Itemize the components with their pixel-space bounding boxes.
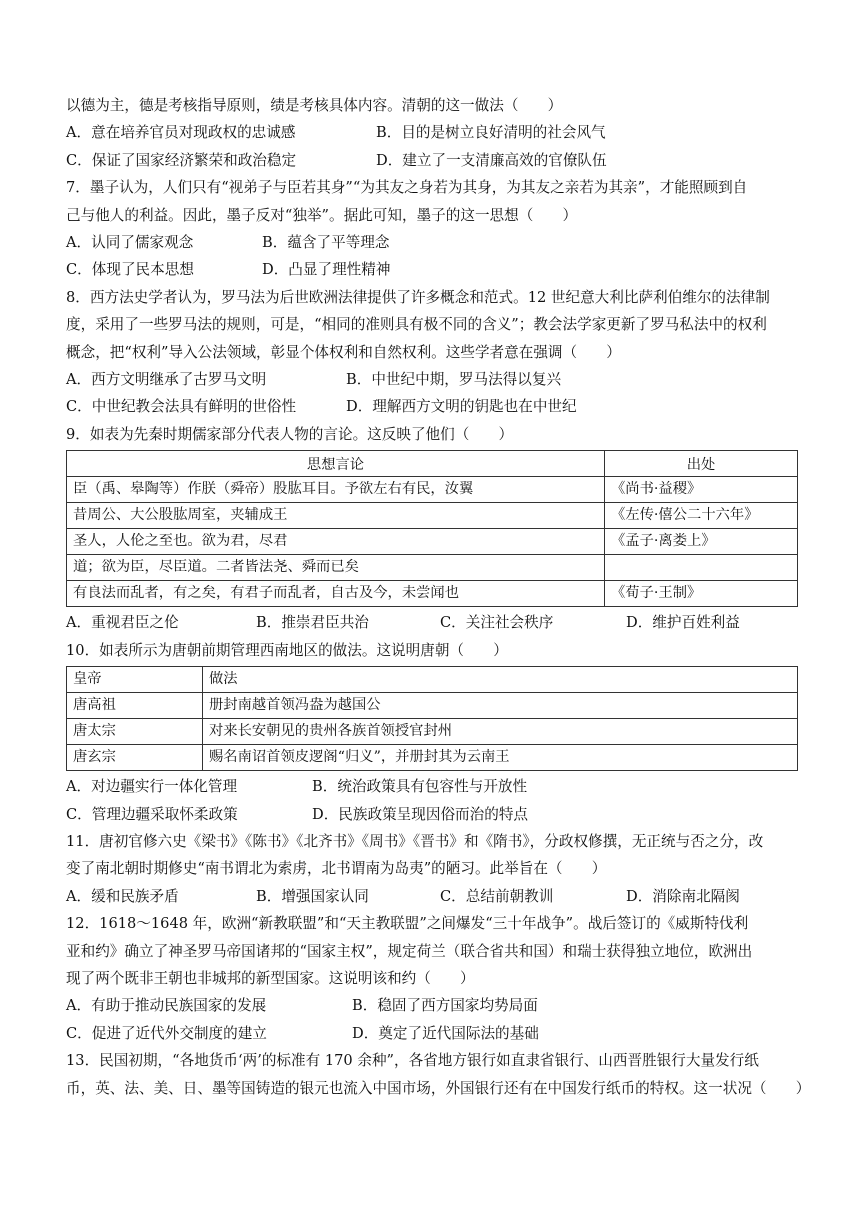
question-9-table xyxy=(66,450,798,607)
question-9-options xyxy=(66,609,798,636)
option-d[interactable]: D．民族政策呈现因俗而治的特点 xyxy=(312,805,529,823)
option-c[interactable]: C．总结前朝教训 xyxy=(440,887,554,905)
table-cell: 唐太宗 xyxy=(67,719,203,745)
table-cell: 唐高祖 xyxy=(67,693,203,719)
table-row xyxy=(67,719,798,745)
question-6-stem-tail: 以德为主，德是考核指导原则，绩是考核具体内容。清朝的这一做法（ ） xyxy=(66,97,563,114)
question-10-options-row-2 xyxy=(66,801,798,828)
table-cell: 《尚书·益稷》 xyxy=(605,477,798,503)
table-cell: 道；欲为臣，尽臣道。二者皆法尧、舜而已矣 xyxy=(67,555,605,581)
question-8-stem-line-3: 概念，把“权利”导入公法领域，彰显个体权利和自然权利。这些学者意在强调（ ） xyxy=(66,343,621,361)
option-c[interactable]: C．体现了民本思想 xyxy=(66,261,194,279)
question-12-options-row-2 xyxy=(66,1020,798,1047)
option-a[interactable]: A．意在培养官员对现政权的忠诚感 xyxy=(66,124,296,142)
option-d[interactable]: D．理解西方文明的钥匙也在中世纪 xyxy=(346,398,577,416)
option-a[interactable]: A．对边疆实行一体化管理 xyxy=(66,778,238,796)
option-a[interactable]: A．重视君臣之伦 xyxy=(66,614,179,632)
table-row xyxy=(67,555,798,581)
option-b[interactable]: B．蕴含了平等理念 xyxy=(262,234,390,252)
option-c[interactable]: C．管理边疆采取怀柔政策 xyxy=(66,805,238,823)
exam-page xyxy=(66,92,811,1102)
table-header-cell: 皇帝 xyxy=(67,667,203,693)
option-b[interactable]: B．增强国家认同 xyxy=(256,887,369,905)
question-11-options xyxy=(66,883,798,910)
question-13-stem-line-1: 13．民国初期，“各地货币‘两’的标准有 170 余种”，各省地方银行如直隶省银行、山西晋胜银行大量发行纸 xyxy=(66,1052,759,1070)
question-7-options-row-1 xyxy=(66,229,798,256)
table-cell: 昔周公、大公股肱周室，夹辅成王 xyxy=(67,503,605,529)
option-a[interactable]: A．西方文明继承了古罗马文明 xyxy=(66,371,267,389)
table-cell: 对来长安朝见的贵州各族首领授官封州 xyxy=(203,719,798,745)
question-12-stem-line-2: 亚和约》确立了神圣罗马帝国诸邦的“国家主权”，规定荷兰（联合省共和国）和瑞士获得独立地位，欧洲出 xyxy=(66,942,753,960)
table-cell: 唐玄宗 xyxy=(67,745,203,771)
option-a[interactable]: A．认同了儒家观念 xyxy=(66,234,194,252)
option-d[interactable]: D．消除南北隔阂 xyxy=(626,887,740,905)
question-10-options-row-1 xyxy=(66,773,798,800)
question-8-options-row-2 xyxy=(66,393,798,420)
option-c[interactable]: C．促进了近代外交制度的建立 xyxy=(66,1024,267,1042)
option-c[interactable]: C．关注社会秩序 xyxy=(440,614,554,632)
question-12-options-row-1 xyxy=(66,992,798,1019)
option-d[interactable]: D．建立了一支清廉高效的官僚队伍 xyxy=(376,151,607,169)
table-row xyxy=(67,477,798,503)
option-c[interactable]: C．中世纪教会法具有鲜明的世俗性 xyxy=(66,398,297,416)
question-9-stem: 9．如表为先秦时期儒家部分代表人物的言论。这反映了他们（ ） xyxy=(66,425,514,443)
table-row xyxy=(67,503,798,529)
option-c[interactable]: C．保证了国家经济繁荣和政治稳定 xyxy=(66,151,297,169)
option-b[interactable]: B．推崇君臣共治 xyxy=(256,614,369,632)
question-7-stem-line-2: 己与他人的利益。因此，墨子反对“独举”。据此可知，墨子的这一思想（ ） xyxy=(66,206,578,224)
table-cell: 册封南越首领冯盎为越国公 xyxy=(203,693,798,719)
option-d[interactable]: D．奠定了近代国际法的基础 xyxy=(352,1024,539,1042)
option-a[interactable]: A．有助于推动民族国家的发展 xyxy=(66,997,267,1015)
question-10-table xyxy=(66,666,798,771)
question-6-options-row-1 xyxy=(66,119,798,146)
table-cell: 《荀子·王制》 xyxy=(605,581,798,607)
table-cell xyxy=(605,555,798,581)
option-d[interactable]: D．维护百姓利益 xyxy=(626,614,740,632)
option-b[interactable]: B．中世纪中期，罗马法得以复兴 xyxy=(346,371,562,389)
table-cell: 《左传·僖公二十六年》 xyxy=(605,503,798,529)
question-13-stem-line-2: 币，英、法、美、日、墨等国铸造的银元也流入中国市场，外国银行还有在中国发行纸币的特权。这一状况（ ） xyxy=(66,1079,811,1097)
table-header-cell: 做法 xyxy=(203,667,798,693)
question-8-stem-line-2: 度，采用了一些罗马法的规则，可是，“相同的准则具有极不同的含义”；教会法学家更新了罗马私法中的权利 xyxy=(66,316,767,334)
table-cell: 有良法而乱者，有之矣，有君子而乱者，自古及今，未尝闻也 xyxy=(67,581,605,607)
question-8-stem-line-1: 8．西方法史学者认为，罗马法为后世欧洲法律提供了许多概念和范式。12 世纪意大利比萨利伯维尔的法律制 xyxy=(66,288,770,306)
question-7-stem-line-1: 7．墨子认为，人们只有“视弟子与臣若其身”“为其友之身若为其身，为其友之亲若为其亲”，才能照顾到自 xyxy=(66,179,748,197)
table-header-cell: 出处 xyxy=(605,451,798,477)
question-12-stem-line-3: 现了两个既非王朝也非城邦的新型国家。这说明该和约（ ） xyxy=(66,969,475,987)
option-d[interactable]: D．凸显了理性精神 xyxy=(262,261,391,279)
option-a[interactable]: A．缓和民族矛盾 xyxy=(66,887,179,905)
table-header-row xyxy=(67,667,798,693)
option-b[interactable]: B．目的是树立良好清明的社会风气 xyxy=(376,124,606,142)
table-row xyxy=(67,745,798,771)
option-b[interactable]: B．统治政策具有包容性与开放性 xyxy=(312,778,528,796)
table-cell: 赐名南诏首领皮逻阁“归义”，并册封其为云南王 xyxy=(203,745,798,771)
table-row xyxy=(67,581,798,607)
table-cell: 《孟子·离娄上》 xyxy=(605,529,798,555)
table-row xyxy=(67,693,798,719)
table-row xyxy=(67,529,798,555)
question-11-stem-line-2: 变了南北朝时期修史“南书谓北为索虏，北书谓南为岛夷”的陋习。此举旨在（ ） xyxy=(66,860,607,878)
option-b[interactable]: B．稳固了西方国家均势局面 xyxy=(352,997,538,1015)
table-header-cell: 思想言论 xyxy=(67,451,605,477)
question-10-stem: 10．如表所示为唐朝前期管理西南地区的做法。这说明唐朝（ ） xyxy=(66,641,508,659)
table-cell: 臣（禹、皋陶等）作朕（舜帝）股肱耳目。予欲左右有民，汝翼 xyxy=(67,477,605,503)
question-7-options-row-2 xyxy=(66,256,798,283)
question-8-options-row-1 xyxy=(66,366,798,393)
table-cell: 圣人，人伦之至也。欲为君，尽君 xyxy=(67,529,605,555)
question-6-options-row-2 xyxy=(66,147,798,174)
table-header-row xyxy=(67,451,798,477)
question-11-stem-line-1: 11．唐初官修六史《梁书》《陈书》《北齐书》《周书》《晋书》和《隋书》，分政权修撰，无正统与否之分，改 xyxy=(66,832,764,850)
question-12-stem-line-1: 12．1618～1648 年，欧洲“新教联盟”和“天主教联盟”之间爆发“三十年战争”。战后签订的《威斯特伐利 xyxy=(66,915,749,933)
